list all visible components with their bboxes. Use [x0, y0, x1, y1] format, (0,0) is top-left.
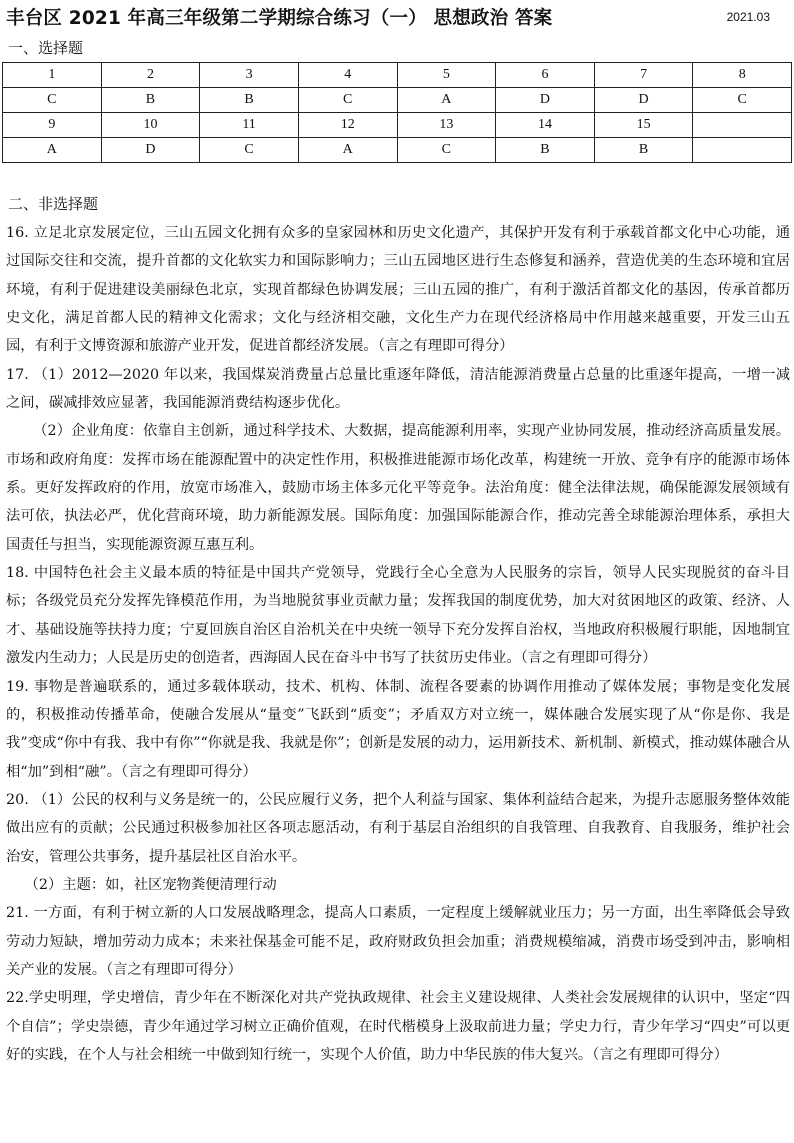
- answer-cell: A: [397, 88, 496, 113]
- answer-cell: A: [3, 138, 102, 163]
- question-number-cell: 13: [397, 113, 496, 138]
- answer-20-1: 20. （1）公民的权利与义务是统一的，公民应履行义务，把个人利益与国家、集体利益结合起来，为提升志愿服务整体效能做出应有的贡献；公民通过积极参加社区各项志愿活动，有利于基层自治组织的自我管理、自我教育、自我服务，维护社会治安，管理公共事务，提升基层社区自治水平。: [6, 791, 790, 865]
- answer-cell: [693, 138, 792, 163]
- question-number-cell: 7: [594, 63, 693, 88]
- answer-cell: B: [101, 88, 200, 113]
- answer-21: 21. 一方面，有利于树立新的人口发展战略理念，提高人口素质，一定程度上缓解就业压力；另一方面，出生率降低会导致劳动力短缺，增加劳动力成本；未来社保基金可能不足，政府财政负担会加重；消费规模缩减，消费市场受到冲击，影响相关产业的发展。（言之有理即可得分）: [6, 905, 790, 978]
- answer-cell: B: [496, 138, 595, 163]
- answer-cell: C: [200, 138, 299, 163]
- answer-cell: C: [693, 88, 792, 113]
- answer-body: [6, 219, 790, 1069]
- question-number-cell: 14: [496, 113, 595, 138]
- question-number-cell: 5: [397, 63, 496, 88]
- date-label: 2021.03: [726, 10, 770, 24]
- answer-17-2: （2）企业角度：依靠自主创新，通过科学技术、大数据，提高能源利用率，实现产业协同发展，推动经济高质量发展。市场和政府角度：发挥市场在能源配置中的决定性作用，积极推进能源市场化改革，构建统一开放、竞争有序的能源市场体系。更好发挥政府的作用，放宽市场准入，鼓励市场主体多元化平等竞争。法治角度：健全法律法规，确保能源发展领域有法可依，执法必严，优化营商环境，助力新能源发展。国际角度：加强国际能源合作，推动完善全球能源治理体系，承担大国责任与担当，实现能源资源互惠互利。: [6, 423, 790, 553]
- answer-cell: C: [3, 88, 102, 113]
- question-number-cell: [693, 113, 792, 138]
- answer-row: [3, 138, 792, 163]
- answer-row: [3, 88, 792, 113]
- answer-cell: D: [496, 88, 595, 113]
- question-number-cell: 4: [298, 63, 397, 88]
- question-number-cell: 6: [496, 63, 595, 88]
- section-nonchoice-heading: 二、非选择题: [8, 195, 99, 213]
- page-title: 丰台区 2021 年高三年级第二学期综合练习（一） 思想政治 答案: [6, 8, 553, 29]
- question-number-row: [3, 113, 792, 138]
- question-number-cell: 12: [298, 113, 397, 138]
- question-number-cell: 11: [200, 113, 299, 138]
- answer-cell: A: [298, 138, 397, 163]
- answer-cell: D: [101, 138, 200, 163]
- question-number-cell: 1: [3, 63, 102, 88]
- answer-17-1: 17. （1）2012—2020 年以来，我国煤炭消费量占总量比重逐年降低，清洁能源消费量占总量的比重逐年提高，一增一减之间，碳减排效应显著，我国能源消费结构逐步优化。: [6, 366, 790, 412]
- answer-cell: B: [200, 88, 299, 113]
- question-number-cell: 8: [693, 63, 792, 88]
- answer-cell: C: [397, 138, 496, 163]
- answer-19: 19. 事物是普遍联系的，通过多载体联动，技术、机构、体制、流程各要素的协调作用推动了媒体发展；事物是变化发展的，积极推动传播革命，使融合发展从“量变”飞跃到“质变”；矛盾双方对立统一，媒体融合发展实现了从“你是你、我是我”变成“你中有我、我中有你”“你就是我、我就是你”；创新是发展的动力，运用新技术、新机制、新模式，推动媒体融合从相“加”到相“融”。（言之有理即可得分）: [6, 678, 790, 780]
- answer-16: 16. 立足北京发展定位，三山五园文化拥有众多的皇家园林和历史文化遗产，其保护开发有利于承载首都文化中心功能，通过国际交往和交流，提升首都的文化软实力和国际影响力；三山五园地区进行生态修复和涵养，营造优美的生态环境和宜居环境，有利于促进建设美丽绿色北京，实现首都绿色协调发展；三山五园的推广，有利于激活首都文化的基因，传承首都历史文化，满足首都人民的精神文化需求；文化与经济相交融，文化生产力在现代经济格局中作用越来越重要，开发三山五园，有利于文博资源和旅游产业开发，促进首都经济发展。（言之有理即可得分）: [6, 225, 790, 355]
- header: [6, 2, 788, 32]
- question-number-cell: 2: [101, 63, 200, 88]
- question-number-cell: 3: [200, 63, 299, 88]
- answer-cell: D: [594, 88, 693, 113]
- question-number-cell: 10: [101, 113, 200, 138]
- answer-cell: C: [298, 88, 397, 113]
- question-number-cell: 15: [594, 113, 693, 138]
- answer-22: 22.学史明理，学史增信，青少年在不断深化对共产党执政规律、社会主义建设规律、人类社会发展规律的认识中，坚定“四个自信”；学史崇德，青少年通过学习树立正确价值观，在时代楷模身上汲取前进力量；学史力行，青少年学习“四史”可以更好的实践，在个人与社会相统一中做到知行统一，实现个人价值，助力中华民族的伟大复兴。（言之有理即可得分）: [6, 990, 790, 1063]
- answer-table: [2, 62, 792, 163]
- section-choice-heading: 一、选择题: [8, 39, 84, 57]
- question-number-row: [3, 63, 792, 88]
- answer-18: 18. 中国特色社会主义最本质的特征是中国共产党领导，党践行全心全意为人民服务的宗旨，领导人民实现脱贫的奋斗目标；各级党员充分发挥先锋模范作用，为当地脱贫事业贡献力量；发挥我国的制度优势，加大对贫困地区的政策、经济、人才、基础设施等扶持力度；宁夏回族自治区自治机关在中央统一领导下充分发挥自治权，当地政府积极履行职能，因地制宜激发内生动力；人民是历史的创造者，西海固人民在奋斗中书写了扶贫历史伟业。（言之有理即可得分）: [6, 565, 790, 667]
- answer-cell: B: [594, 138, 693, 163]
- question-number-cell: 9: [3, 113, 102, 138]
- answer-20-2: （2）主题：如，社区宠物粪便清理行动: [24, 876, 277, 893]
